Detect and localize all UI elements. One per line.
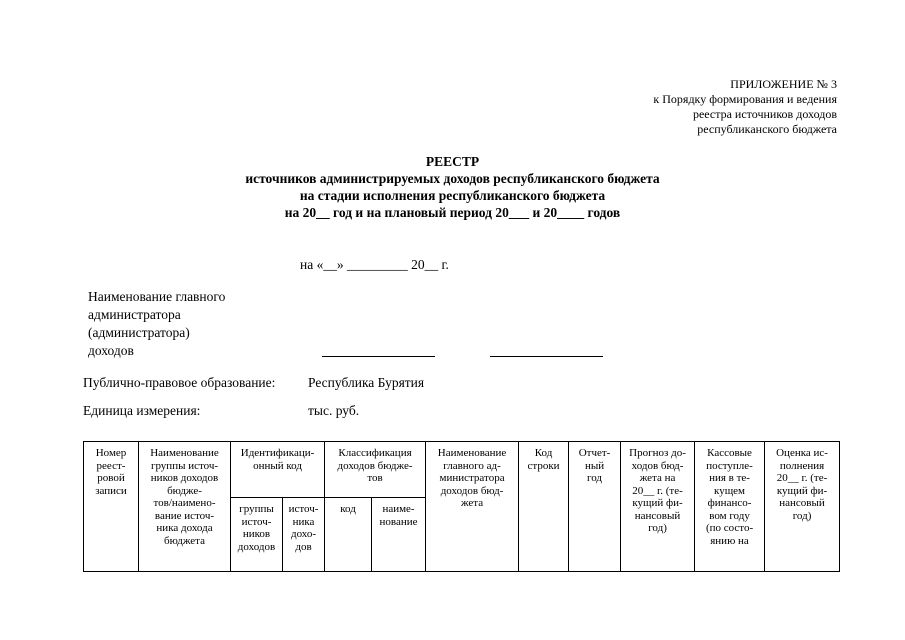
appendix-line: реестра источников доходов [692,107,837,121]
title-line: на 20__ год и на плановый период 20___ и 20____ годов [284,205,621,220]
entity-row [83,375,425,391]
registry-table [83,441,840,572]
header-class-code: код [325,498,372,572]
appendix-line: республиканского бюджета [697,122,837,136]
header-execution-estimate: Оценка ис- полнения 20__ г. (те- кущий фи- нансовый год) [765,442,840,572]
unit-value: тыс. руб. [308,403,360,418]
appendix-number: ПРИЛОЖЕНИЕ № 3 [730,77,837,91]
admin-label [88,288,225,360]
header-identification-code: Идентификаци- онный код [231,442,325,498]
title-line: источников администрируемых доходов республиканского бюджета [245,171,660,186]
admin-label-line: (администратора) [88,325,190,340]
appendix-line: к Порядку формирования и ведения [653,92,837,106]
unit-label: Единица измерения: [83,403,201,418]
header-record-number: Номер реест- ровой записи [84,442,139,572]
table-header-row [84,442,840,498]
header-report-year: Отчет- ный год [569,442,621,572]
header-forecast: Прогноз до- ходов бюд- жета на 20__ г. (те- кущий фи- нансовый год) [621,442,695,572]
header-cash-receipts: Кассовые поступле- ния в те- кущем финансо- вом году (по состо- янию на [695,442,765,572]
header-id-sources: источ- ника дохо- дов [283,498,325,572]
header-classification: Классификация доходов бюдже- тов [325,442,426,498]
admin-label-line: Наименование главного [88,289,226,304]
title-heading: РЕЕСТР [425,154,480,169]
document-title [0,153,905,221]
appendix-block [653,77,837,137]
header-group-name: Наименование группы источ- ников доходов бюдже- тов/наимено- вание источ- ника дохода бюджета [139,442,231,572]
admin-code-blank-line [490,356,603,357]
title-line: на стадии исполнения республиканского бюджета [299,188,606,203]
admin-name-blank-line [322,356,435,357]
entity-label: Публично-правовое образование: [83,375,276,390]
unit-row [83,403,360,419]
entity-value: Республика Бурятия [308,375,425,390]
date-line: на «__» _________ 20__ г. [300,257,449,272]
admin-label-line: администратора [88,307,181,322]
header-admin-name: Наименование главного ад- министратора доходов бюд- жета [426,442,519,572]
header-id-source-groups: группы источ- ников доходов [231,498,283,572]
admin-label-line: доходов [88,343,134,358]
header-class-name: наиме- нование [372,498,426,572]
header-line-code: Код строки [519,442,569,572]
